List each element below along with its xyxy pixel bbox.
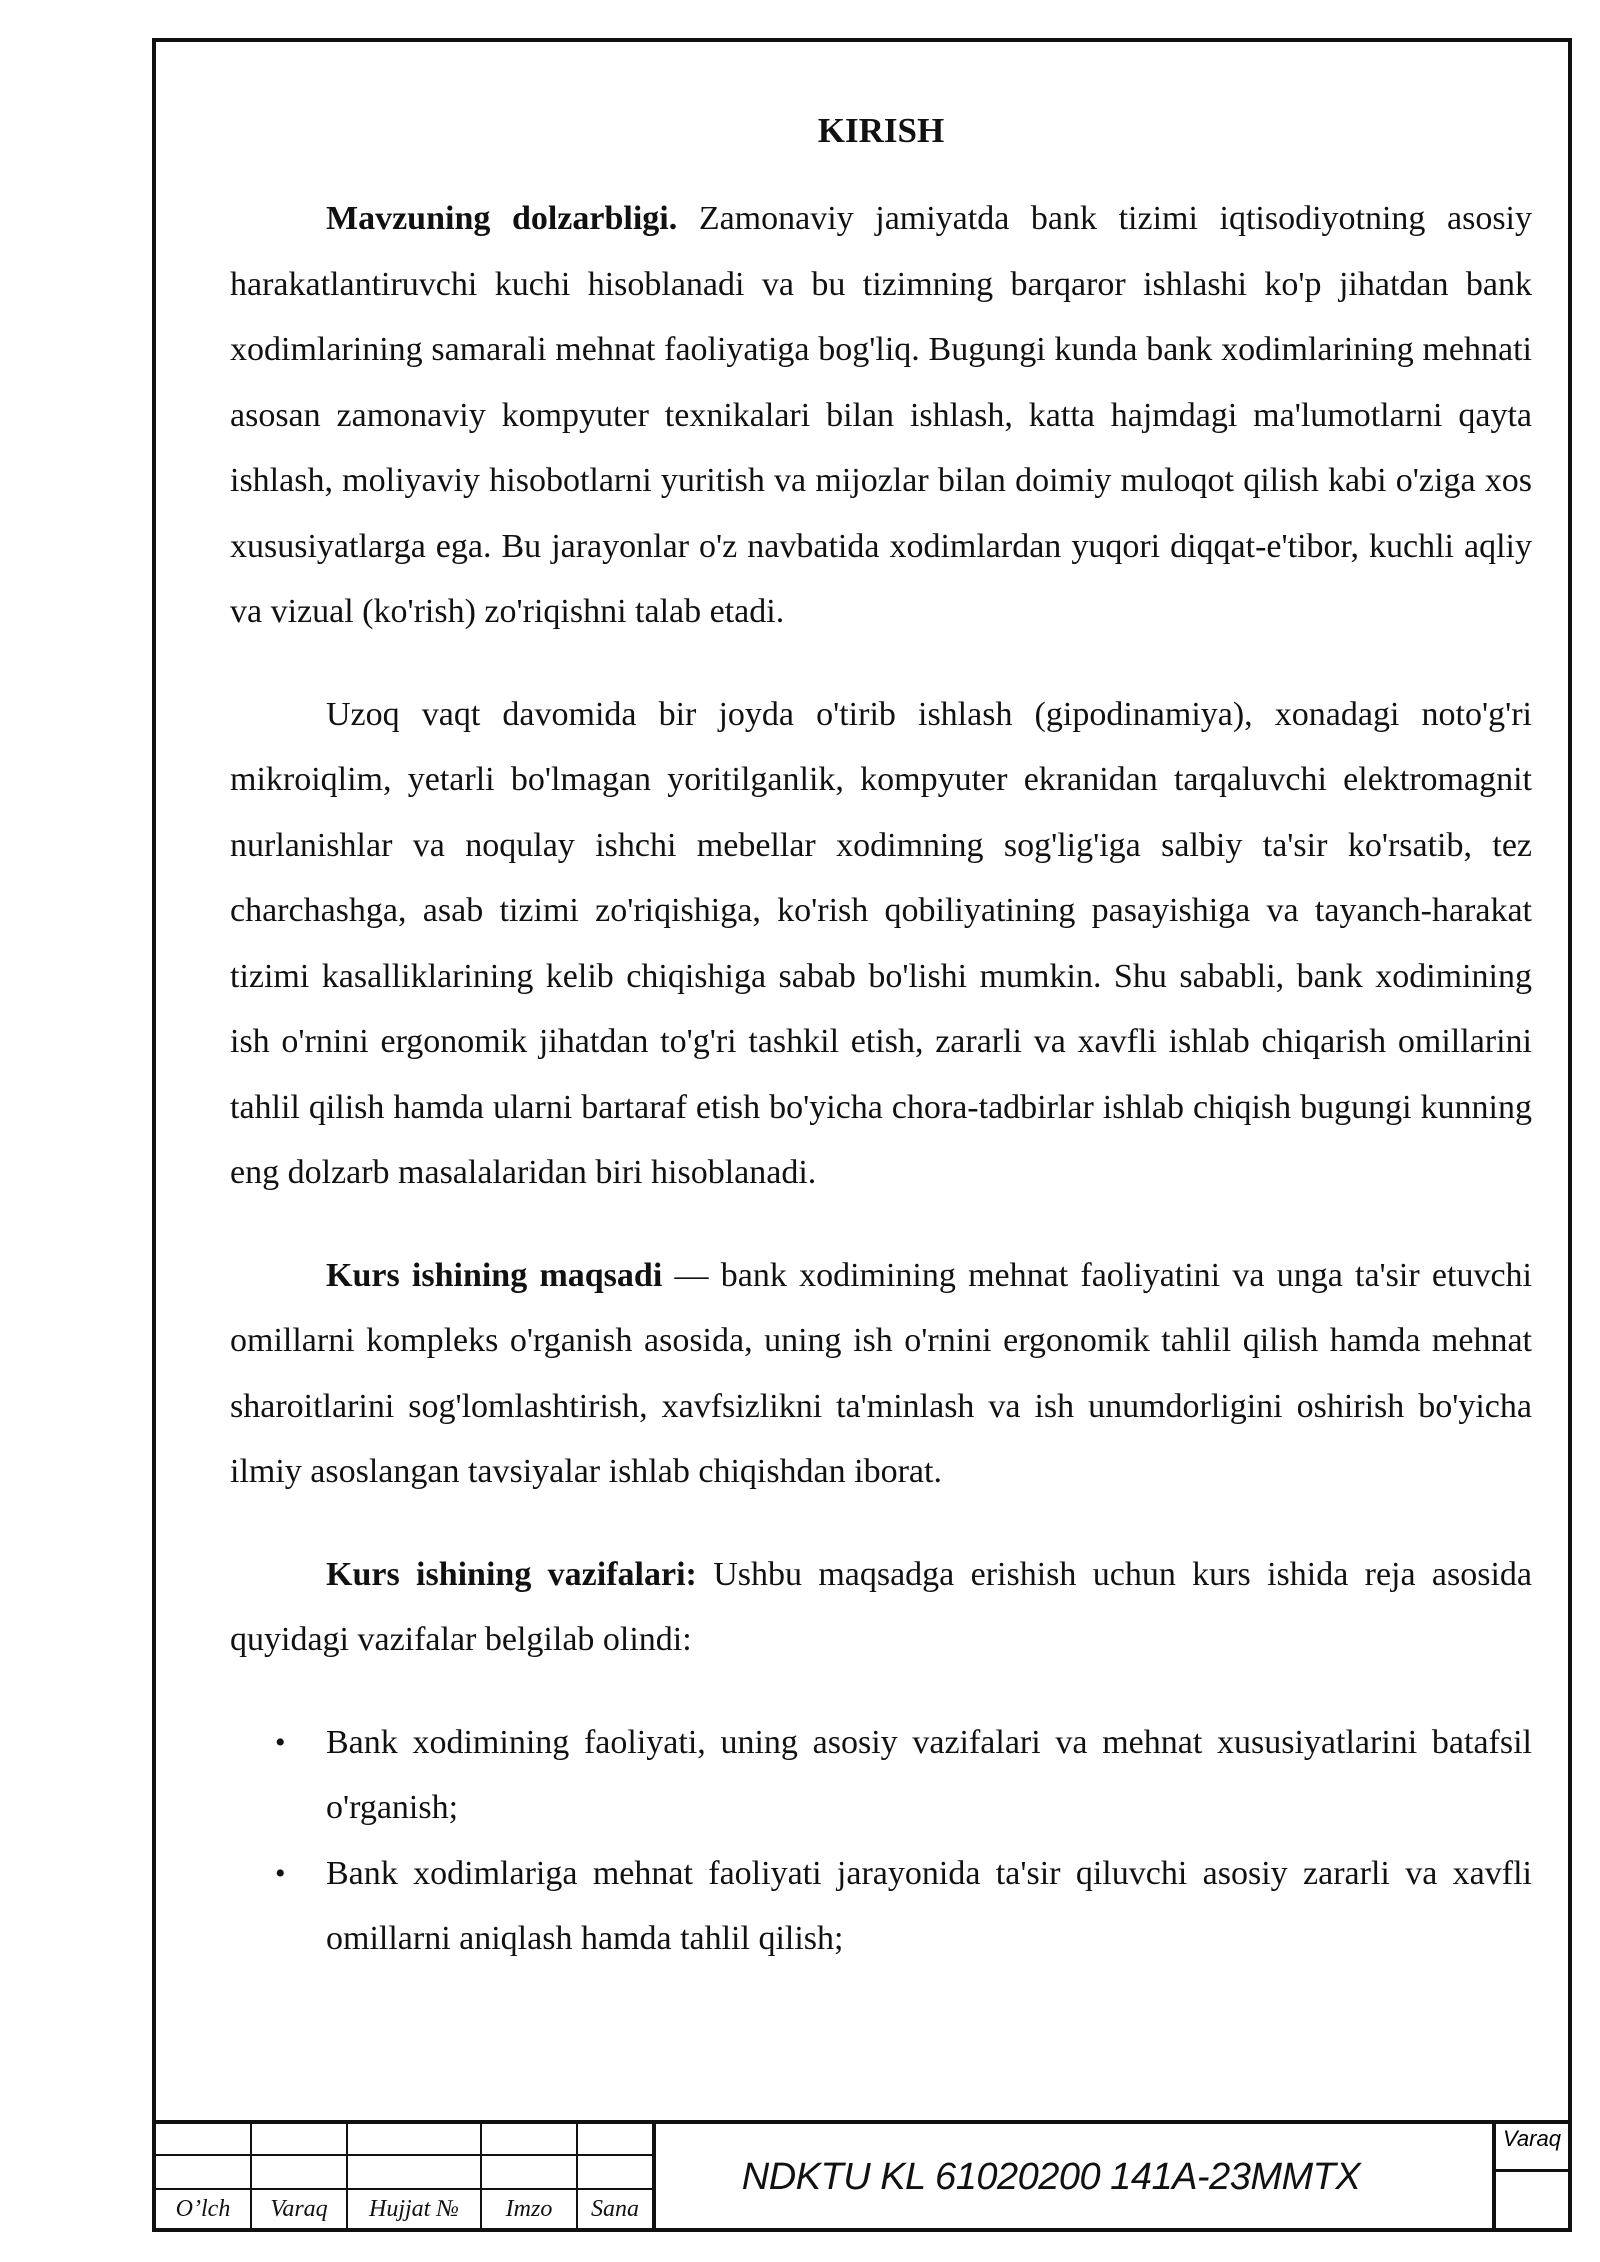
stamp-label-sana: Sana (591, 2196, 639, 2222)
stamp-cell (482, 2156, 578, 2190)
paragraph-text: — bank xodimining mehnat faoliyatini va unga ta'sir etuvchi omillarni kompleks o'rganish asosida, uning ish o'rnini ergonomik tahlil qilish hamda mehnat sharoitlarini sog'lomlashtirish, xavfsizlikni ta'minlash va ish unumdorligini oshirish bo'yicha ilmiy asoslangan tavsiyalar ishlab chiqishdan iborat. (230, 1256, 1532, 1490)
stamp-grid (156, 2122, 656, 2228)
stamp-cell (252, 2122, 348, 2156)
sheet-label: Varaq (1496, 2122, 1568, 2172)
list-item: • Bank xodimlariga mehnat faoliyati jarayonida ta'sir qiluvchi asosiy zararli va xavfli omillarni aniqlash hamda tahlil qilish; (230, 1841, 1532, 1972)
title-block (152, 2122, 1572, 2232)
document-code: NDKTU KL 61020200 141A-23MMTX (741, 2156, 1361, 2198)
sheet-number-box (1492, 2122, 1568, 2228)
list-item: • Bank xodimining faoliyati, uning asosiy vazifalari va mehnat xususiyatlarini batafsil o'rganish; (230, 1710, 1532, 1841)
stamp-label-olch: O’lch (156, 2190, 252, 2228)
paragraph-relevance (230, 186, 1532, 645)
stamp-cell (156, 2122, 252, 2156)
paragraph-lead: Mavzuning dolzarbligi. (326, 200, 678, 237)
stamp-cell (156, 2156, 252, 2190)
stamp-label-imzo: Imzo (482, 2190, 578, 2228)
stamp-cell (578, 2156, 652, 2190)
paragraph-lead: Kurs ishining vazifalari: (326, 1555, 697, 1593)
stamp-label-varaq: Varaq (252, 2190, 348, 2228)
paragraph-text: Ushbu maqsadga erishish uchun kurs ishida reja asosida quyidagi vazifalar belgilab olindi: (230, 1555, 1533, 1658)
paragraph-tasks-intro (230, 1542, 1532, 1673)
document-body (230, 100, 1532, 1972)
stamp-cell (348, 2156, 482, 2190)
paragraph-lead: Kurs ishining maqsadi (326, 1256, 663, 1294)
task-list (230, 1710, 1532, 1972)
paragraph-text: Zamonaviy jamiyatda bank tizimi iqtisodiyotning asosiy harakatlantiruvchi kuchi hisoblanadi va bu tizimning barqaror ishlashi ko'p jihatdan bank xodimlarining samarali mehnat faoliyatiga bog'liq. Bugungi kunda bank xodimlarining mehnati asosan zamonaviy kompyuter texnikalari bilan ishlash, katta hajmdagi ma'lumotlarni qayta ishlash, moliyaviy hisobotlarni yuritish va mijozlar bilan doimiy muloqot qilish kabi o'ziga xos xususiyatlarga ega. Bu jarayonlar o'z navbatida xodimlardan yuqori diqqat-e'tibor, kuchli aqliy va vizual (ko'rish) zo'riqishni talab etadi. (230, 200, 1532, 630)
paragraph-factors (230, 682, 1532, 1206)
stamp-cell (252, 2156, 348, 2190)
stamp-label-hujjat: Hujjat № (348, 2190, 482, 2228)
stamp-cell (482, 2122, 578, 2156)
paragraph-goal (230, 1243, 1532, 1505)
page-title: KIRISH (817, 111, 945, 150)
stamp-cell (348, 2122, 482, 2156)
stamp-cell (578, 2122, 652, 2156)
paragraph-text: Uzoq vaqt davomida bir joyda o'tirib ishlash (gipodinamiya), xonadagi noto'g'ri mikroiqlim, yetarli bo'lmagan yoritilganlik, kompyuter ekranidan tarqaluvchi elektromagnit nurlanishlar va noqulay ishchi mebellar xodimning sog'lig'iga salbiy ta'sir ko'rsatib, tez charchashga, asab tizimi zo'riqishiga, ko'rish qobiliyatining pasayishiga va tayanch-harakat tizimi kasalliklarining kelib chiqishiga sabab bo'lishi mumkin. Shu sababli, bank xodimining ish o'rnini ergonomik jihatdan to'g'ri tashkil etish, zararli va xavfli ishlab chiqarish omillarini tahlil qilish hamda ularni bartaraf etish bo'yicha chora-tadbirlar ishlab chiqish bugungi kunning eng dolzarb masalalaridan biri hisoblanadi. (230, 695, 1532, 1191)
